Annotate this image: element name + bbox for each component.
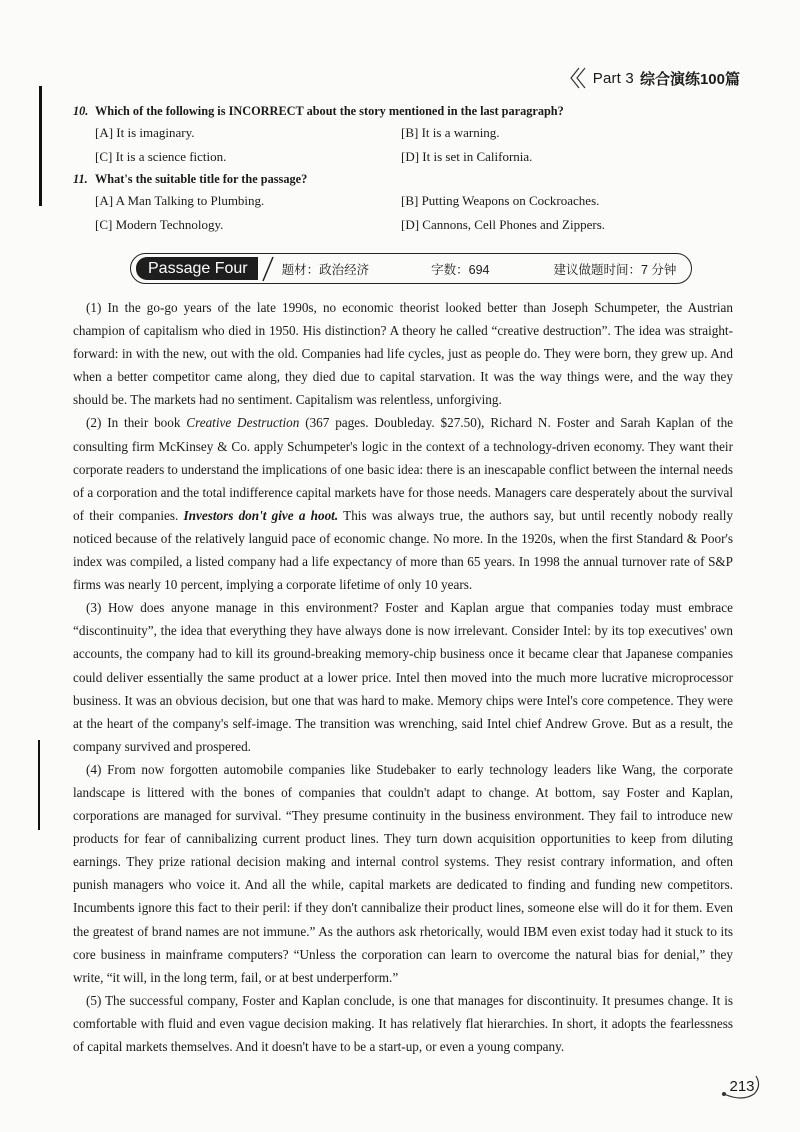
passage-banner: [130, 253, 692, 284]
passage-topic: 题材：政治经济: [281, 262, 370, 277]
page-header: [567, 66, 740, 90]
slash-divider-icon: [260, 256, 276, 282]
header-part: Part 3: [592, 69, 634, 87]
question-number: 11.: [73, 172, 88, 186]
header-title: 综合演练100篇: [639, 70, 740, 88]
option-c[interactable]: [C] Modern Technology.: [95, 217, 224, 232]
passage-body: [73, 296, 733, 1058]
option-c[interactable]: [C] It is a science fiction.: [95, 149, 227, 164]
emphasis-sentence: Investors don't give a hoot.: [183, 507, 339, 523]
paragraph-5: (5) The successful company, Foster and Kaplan conclude, is one that manages for discontinuity. It presumes change. It is comfortable with fluid and even vague decision making. It has relatively flat hierarchies. In short, it adopts the fearlessness of capital markets themselves. And it doesn't have to be a start-up, or even a young company.: [73, 992, 733, 1054]
page-number-arc-icon: [720, 1072, 764, 1100]
option-row: [73, 189, 733, 213]
chevron-ornament-icon: [567, 66, 587, 90]
option-a[interactable]: [A] It is imaginary.: [95, 125, 195, 140]
paragraph-3: (3) How does anyone manage in this environment? Foster and Kaplan argue that companies today must embrace “discontinuity”, the idea that everything they have always done is now irrelevant. Consider Intel: by its top executives' own accounts, the company had to kill its ground-breaking memory-chip business once it became clear that Japanese companies could deliver essentially the same product at a lower price. Intel then moved into the much more lucrative microprocessor business. It was an obvious decision, but one that was hard to make. Memory chips were Intel's core competence. They were at the heart of the company's self-image. The transition was wrenching, said Intel chief Andrew Grove. But as a result, the company survived and prospered.: [73, 600, 733, 754]
option-b[interactable]: [B] It is a warning.: [401, 125, 500, 140]
option-row: [73, 213, 733, 237]
option-row: [73, 145, 733, 169]
option-d[interactable]: [D] Cannons, Cell Phones and Zippers.: [401, 217, 606, 232]
question-10: [73, 101, 733, 169]
question-stem: 11. What's the suitable title for the passage?: [73, 169, 733, 189]
passage-suggested-time: 建议做题时间：7 分钟: [553, 262, 677, 277]
paragraph-1: (1) In the go-go years of the late 1990s, no economic theorist looked better than Joseph Schumpeter, the Austrian champion of capitalism who died in 1950. His distinction? A theory he called “creative destruction”. The idea was straight-forward: in with the new, out with the old. Companies had life cycles, just as people do. They were born, they grew up. And when a better competitor came along, they died due to capital starvation. It was the way things were, and the way they should be. The markets had no sentiment. Capitalism was relentless, unforgiving.: [73, 300, 733, 408]
paragraph-2: (2) In their book Creative Destruction (367 pages. Doubleday. $27.50), Richard N. Foster and Sarah Kaplan of the consulting firm McKinsey & Co. apply Schumpeter's logic in the context of a technology-driven economy. They want their corporate readers to understand the implications of one basic idea: there is an inescapable conflict between the internal needs of a corporation and the total indifference capital markets have for those needs. Managers care desperately about the survival of their companies. Investors don't give a hoot. This was always true, the authors say, but until recently nobody really noticed because of the relatively languid pace of economic change. No more. In the 1920s, when the first Standard & Poor's index was compiled, a listed company had a life expectancy of more than 65 years. In 1998 the annual turnover rate of S&P firms was nearly 10 percent, implying a corporate lifetime of only 10 years.: [73, 415, 734, 593]
option-a[interactable]: [A] A Man Talking to Plumbing.: [95, 193, 265, 208]
page-number: 213: [720, 1072, 764, 1100]
passage-label: Passage Four: [136, 257, 258, 280]
question-number: 10.: [73, 104, 89, 118]
option-b[interactable]: [B] Putting Weapons on Cockroaches.: [401, 193, 600, 208]
margin-bar: [38, 740, 40, 830]
question-list: [73, 101, 733, 237]
paragraph-4: (4) From now forgotten automobile companies like Studebaker to early technology leaders like Wang, the corporate landscape is littered with the bones of companies that couldn't adapt to change. At bottom, say Foster and Kaplan, corporations are managed for survival. “They presume continuity in the business environment. They fail to introduce new products for fear of cannibalizing current product lines. They turn down acquisition opportunities to keep from diluting earnings. They prize rational decision making and internal control systems. They resist contrary information, and often punish managers who voice it. And all the while, capital markets are dedicated to finding and funding new competitors. Incumbents ignore this fact to their peril: if they don't cannibalize their product lines, someone else will do it for them. Even the greatest of brand names are not immune.” As the authors ask rhetorically, would IBM even exist today had it stuck to its core business in mainframe computers? “Unless the corporation can learn to overcome the natural bias for denial,” they write, “it will, in the long term, fail, or at best underperform.”: [73, 761, 733, 985]
question-stem: 10. Which of the following is INCORRECT about the story mentioned in the last paragraph?: [73, 101, 733, 121]
option-d[interactable]: [D] It is set in California.: [401, 149, 533, 164]
passage-word-count: 字数：694: [431, 262, 490, 277]
book-title: Creative Destruction: [186, 415, 300, 431]
question-11: [73, 169, 733, 237]
margin-bar: [39, 86, 42, 206]
option-row: [73, 121, 733, 145]
